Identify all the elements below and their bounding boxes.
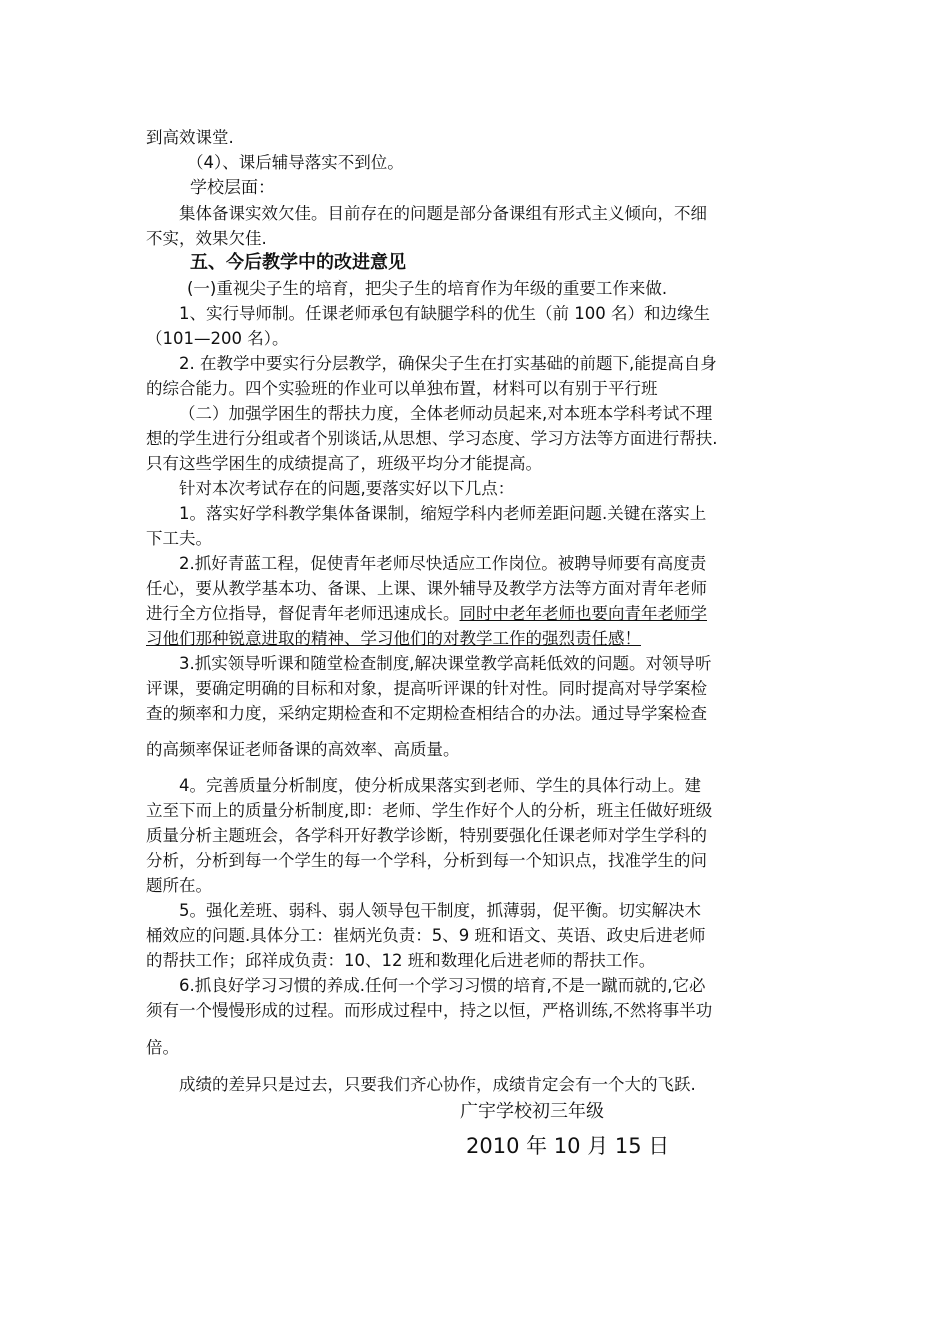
text-line: 只有这些学困生的成绩提高了，班级平均分才能提高。	[146, 454, 542, 473]
text-line: 评课，要确定明确的目标和对象，提高听评课的针对性。同时提高对导学案检	[146, 679, 707, 698]
text-line: 集体备课实效欠佳。目前存在的问题是部分备课组有形式主义倾向，不细	[179, 204, 707, 223]
signature-org: 广宇学校初三年级	[460, 1101, 604, 1122]
signature-date: 2010 年 10 月 15 日	[466, 1134, 670, 1158]
text-line: 的综合能力。四个实验班的作业可以单独布置，材料可以有别于平行班	[146, 379, 658, 398]
text-line: 2.抓好青蓝工程，促使青年老师尽快适应工作岗位。被聘导师要有高度责	[179, 554, 707, 573]
text-line: 质量分析主题班会，各学科开好教学诊断，特别要强化任课老师对学生学科的	[146, 826, 707, 845]
text-line: 题所在。	[146, 876, 212, 895]
text-line: 的帮扶工作；邱祥成负责：10、12 班和数理化后进老师的帮扶工作。	[146, 951, 656, 970]
text-line: 针对本次考试存在的问题,要落实好以下几点：	[179, 479, 515, 498]
text-line: 的高频率保证老师备课的高效率、高质量。	[146, 740, 460, 759]
text-line: 1。落实好学科教学集体备课制，缩短学科内老师差距问题.关键在落实上	[179, 504, 707, 523]
text-line: 2. 在教学中要实行分层教学，确保尖子生在打实基础的前题下,能提高自身	[179, 354, 717, 373]
text-line: 立至下而上的质量分析制度,即：老师、学生作好个人的分析，班主任做好班级	[146, 801, 713, 820]
text-line: 3.抓实领导听课和随堂检查制度,解决课堂教学高耗低效的问题。对领导听	[179, 654, 712, 673]
text-line: 到高效课堂.	[146, 128, 234, 147]
section-heading: 五、今后教学中的改进意见	[190, 252, 406, 273]
text-line: 桶效应的问题.具体分工：崔炳光负责：5、9 班和语文、英语、政史后进老师	[146, 926, 706, 945]
text-line: 想的学生进行分组或者个别谈话,从思想、学习态度、学习方法等方面进行帮扶.	[146, 429, 718, 448]
text-line: （二）加强学困生的帮扶力度，全体老师动员起来,对本班本学科考试不理	[179, 404, 713, 423]
text-line: (一)重视尖子生的培育，把尖子生的培育作为年级的重要工作来做.	[187, 279, 668, 298]
text-line: 任心，要从教学基本功、备课、上课、课外辅导及教学方法等方面对青年老师	[146, 579, 707, 598]
text-line: 倍。	[146, 1038, 179, 1057]
text-line: （4）、课后辅导落实不到位。	[187, 153, 404, 172]
text-line: 查的频率和力度，采纳定期检查和不定期检查相结合的办法。通过导学案检查	[146, 704, 707, 723]
underlined-text: 同时中老年老师也要向青年老师学	[459, 604, 707, 623]
text-line: 5。强化差班、弱科、弱人领导包干制度，抓薄弱，促平衡。切实解决木	[179, 901, 701, 920]
text-line: 6.抓良好学习习惯的养成.任何一个学习习惯的培育,不是一蹴而就的,它必	[179, 976, 706, 995]
text-line	[146, 601, 806, 626]
text-line: 1、实行导师制。任课老师承包有缺腿学科的优生（前 100 名）和边缘生	[179, 304, 710, 323]
underlined-text-line: 习他们那种锐意进取的精神、学习他们的对教学工作的强烈责任感！	[146, 629, 641, 648]
text-line: 不实，效果欠佳.	[146, 229, 267, 248]
text-span: 进行全方位指导，督促青年老师迅速成长。	[146, 604, 460, 623]
text-line: 4。完善质量分析制度，使分析成果落实到老师、学生的具体行动上。建	[179, 776, 701, 795]
text-line: 下工夫。	[146, 529, 212, 548]
text-line: 分析，分析到每一个学生的每一个学科，分析到每一个知识点，找准学生的问	[146, 851, 707, 870]
section-subheading: 学校层面：	[190, 178, 275, 198]
closing-line: 成绩的差异只是过去，只要我们齐心协作，成绩肯定会有一个大的飞跃.	[179, 1075, 696, 1094]
text-line: （101—200 名）。	[146, 329, 289, 348]
text-line: 须有一个慢慢形成的过程。而形成过程中，持之以恒，严格训练,不然将事半功	[146, 1001, 713, 1020]
